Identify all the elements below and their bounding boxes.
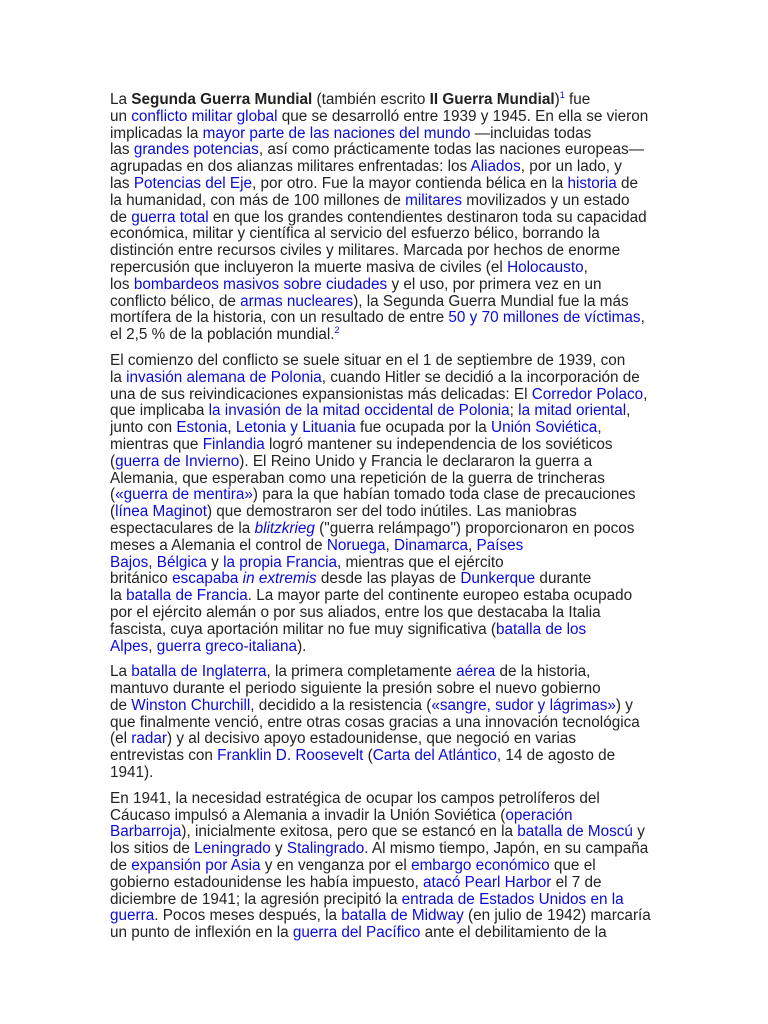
text-run: , cuando Hitler se decidió a la incorporación de xyxy=(321,368,640,386)
text-line xyxy=(110,471,630,488)
text-line xyxy=(110,385,648,404)
text-run: ( xyxy=(363,747,373,765)
text-run: , por un lado, y xyxy=(520,158,622,176)
text-line xyxy=(110,907,651,925)
text-run: ( xyxy=(110,503,116,521)
wiki-link[interactable]: Stalingrado xyxy=(286,840,365,858)
text-run: ). El Reino Unido y Francia le declararon la guerra a xyxy=(239,452,593,470)
text-run: , decidido a la resistencia ( xyxy=(250,696,432,714)
wiki-link[interactable]: Estonia xyxy=(176,419,228,437)
text-run: que el xyxy=(549,857,596,875)
text-line xyxy=(110,226,630,243)
text-run: (el xyxy=(110,730,132,748)
text-run: desde las playas de xyxy=(316,570,461,588)
text-line xyxy=(110,664,630,681)
text-line xyxy=(110,808,630,825)
text-line xyxy=(110,243,630,260)
text-run: logró mantener su independencia de los soviéticos xyxy=(264,435,613,453)
wiki-link[interactable]: Finlandia xyxy=(202,435,265,453)
text-run: . La mayor parte del continente europeo estaba ocupado xyxy=(247,587,633,605)
reference-link[interactable]: 2 xyxy=(334,325,340,336)
text-run: gobierno estadounidense les había impuesto, xyxy=(110,873,423,891)
text-run: , xyxy=(597,419,602,437)
text-run: el 2,5 % de la población mundial. xyxy=(110,326,335,344)
bold-term: Segunda Guerra Mundial xyxy=(131,91,313,108)
text-run: (en julio de 1942) marcaría xyxy=(463,907,651,925)
wiki-link[interactable]: Leningrado xyxy=(194,840,271,858)
wiki-link[interactable]: grandes potencias xyxy=(133,141,259,159)
wiki-link[interactable]: Barbarroja xyxy=(110,823,182,841)
wiki-link[interactable]: Dunkerque xyxy=(460,570,536,588)
text-run: , 14 de agosto de xyxy=(496,747,616,765)
wiki-link[interactable]: Bajos xyxy=(110,553,149,571)
text-line xyxy=(110,571,630,588)
text-line xyxy=(110,294,630,311)
wiki-link[interactable]: aérea xyxy=(456,663,496,681)
text-run: 1941). xyxy=(110,764,154,782)
text-run: durante xyxy=(535,570,592,588)
text-run: ante el debilitamiento de la xyxy=(420,924,607,942)
text-line xyxy=(110,260,630,277)
text-line xyxy=(110,731,630,748)
wiki-link[interactable]: Noruega xyxy=(326,536,386,554)
text-line xyxy=(110,437,630,454)
text-line xyxy=(110,174,639,193)
text-run: entrevistas con xyxy=(110,747,218,765)
text-run: ("guerra relámpago") proporcionaron en pocos xyxy=(314,519,635,537)
text-run: ), la Segunda Guerra Mundial fue la más xyxy=(353,292,629,310)
text-run: británico xyxy=(110,570,173,588)
text-line xyxy=(110,765,630,782)
wiki-link[interactable]: invasión alemana de Polonia xyxy=(126,368,322,386)
wiki-link[interactable]: Aliados xyxy=(470,158,521,176)
text-run: , mientras que el ejército xyxy=(337,553,504,571)
text-run: y xyxy=(270,840,287,858)
wiki-link[interactable]: radar xyxy=(131,730,167,748)
wiki-link[interactable]: militares xyxy=(405,191,463,209)
text-run: Alemania, que esperaban como una repetición de la guerra de trincheras xyxy=(110,469,605,487)
text-run: , la primera completamente xyxy=(266,663,457,681)
text-line xyxy=(110,141,645,159)
wiki-link[interactable]: embargo económico xyxy=(411,857,550,875)
text-run: mientras que xyxy=(110,435,203,453)
wiki-link[interactable]: guerra greco-italiana xyxy=(156,637,298,655)
wiki-link[interactable]: Unión Soviética xyxy=(491,419,598,437)
wiki-link[interactable]: la propia Francia xyxy=(223,553,338,571)
text-line xyxy=(110,858,630,875)
text-run: el 7 de xyxy=(551,873,602,891)
text-run: , xyxy=(385,536,395,554)
article-paragraph xyxy=(110,351,648,655)
text-run: ) para la que habían tomado toda clase de precauciones xyxy=(252,486,636,504)
text-line xyxy=(110,748,630,765)
article-paragraph xyxy=(110,90,649,344)
text-line xyxy=(110,368,640,387)
text-run: los xyxy=(110,275,134,293)
text-run: mortífera de la historia, con un resultado de entre xyxy=(110,309,449,327)
text-run: fue ocupada por la xyxy=(355,419,492,437)
wiki-link[interactable]: bombardeos masivos sobre ciudades xyxy=(133,275,388,293)
wiki-link[interactable]: Carta del Atlántico xyxy=(372,747,497,765)
wiki-link[interactable]: la mitad oriental xyxy=(518,402,627,420)
text-line xyxy=(110,681,630,698)
wiki-link[interactable]: batalla de Moscú xyxy=(517,823,633,841)
article-body xyxy=(110,90,651,951)
text-line xyxy=(110,159,630,176)
wiki-link[interactable]: guerra total xyxy=(131,208,209,226)
text-run: , xyxy=(626,402,631,420)
text-line xyxy=(110,519,635,538)
text-line xyxy=(110,353,630,370)
text-line xyxy=(110,92,630,109)
wiki-link[interactable]: la invasión de la mitad occidental de Polonia xyxy=(208,402,510,420)
wiki-link[interactable]: línea Maginot xyxy=(115,503,207,521)
wiki-link[interactable]: in extremis xyxy=(242,570,317,588)
text-line xyxy=(110,587,633,605)
wiki-link[interactable]: batalla de Midway xyxy=(341,907,464,925)
text-run: , xyxy=(643,385,648,403)
text-run: y en venganza por el xyxy=(260,857,412,875)
text-line xyxy=(110,875,630,892)
text-run: —incluidas todas xyxy=(470,124,592,142)
text-run: repercusión que incluyeron la muerte masiva de civiles (el xyxy=(110,258,508,276)
wiki-link[interactable]: escapaba xyxy=(172,570,243,588)
wiki-link[interactable]: blitzkrieg xyxy=(254,519,315,537)
text-line xyxy=(110,791,630,808)
text-line xyxy=(110,696,633,715)
text-run: y xyxy=(632,823,645,841)
text-run: , xyxy=(583,258,588,276)
wiki-link[interactable]: «sangre, sudor y lágrimas» xyxy=(431,696,616,714)
text-line xyxy=(110,403,630,420)
text-run: diciembre de 1941; la agresión precipitó la xyxy=(110,890,402,908)
text-line xyxy=(110,840,649,858)
text-run: las xyxy=(110,141,134,159)
text-run: que implicaba xyxy=(110,402,209,420)
article-paragraph xyxy=(110,789,651,942)
text-run: fue xyxy=(564,91,591,108)
text-line xyxy=(110,639,630,656)
reference-link[interactable]: 1 xyxy=(559,90,565,100)
text-run: , xyxy=(467,536,477,554)
wiki-link[interactable]: Corredor Polaco xyxy=(531,385,644,403)
text-run: mantuvo durante el periodo siguiente la presión sobre el nuevo gobierno xyxy=(110,680,601,698)
text-line xyxy=(110,622,630,639)
text-run: fascista, cuya aportación militar no fue muy significativa ( xyxy=(110,620,496,638)
wiki-link[interactable]: batalla de los xyxy=(496,620,587,638)
text-run: movilizados y un estado xyxy=(462,191,630,209)
text-run: la xyxy=(110,368,127,386)
text-run: , por otro. Fue la mayor contienda bélica en la xyxy=(252,174,568,192)
wiki-link[interactable]: Holocausto xyxy=(507,258,584,276)
text-run: , xyxy=(148,637,157,655)
text-run: la humanidad, con más de 100 millones de xyxy=(110,191,406,209)
text-line xyxy=(110,193,630,210)
wiki-link[interactable]: 50 y 70 millones de víctimas xyxy=(448,309,641,327)
text-run: . Al mismo tiempo, Japón, en su campaña xyxy=(364,840,649,858)
text-run: implicadas la xyxy=(110,124,203,142)
text-run: , xyxy=(640,309,645,327)
text-run: los sitios de xyxy=(110,840,195,858)
text-run: por el ejército alemán o por sus aliados, entre los que destacaba la Italia xyxy=(110,603,601,621)
wiki-link[interactable]: Winston Churchill xyxy=(131,696,251,714)
wiki-link[interactable]: Letonia y Lituania xyxy=(235,419,356,437)
wiki-link[interactable]: atacó Pearl Harbor xyxy=(422,873,552,891)
wiki-link[interactable]: Potencias del Eje xyxy=(133,174,253,192)
text-run: la xyxy=(110,587,127,605)
text-run: ) y xyxy=(615,696,633,714)
wiki-link[interactable]: Franklin D. Roosevelt xyxy=(217,747,364,765)
text-run: una de sus reivindicaciones expansionistas más delicadas: El xyxy=(110,385,532,403)
text-run: La xyxy=(110,663,132,681)
text-run: junto con xyxy=(110,419,177,437)
text-run: de xyxy=(110,208,132,226)
wiki-link[interactable]: conflicto militar global xyxy=(131,107,278,125)
text-line xyxy=(110,107,649,126)
text-run: , xyxy=(227,419,236,437)
text-line xyxy=(110,126,630,143)
wiki-link[interactable]: expansión por Asia xyxy=(131,857,261,875)
text-line xyxy=(110,892,630,909)
wiki-link[interactable]: Alpes xyxy=(110,637,149,655)
text-run: ( xyxy=(110,486,116,504)
wiki-link[interactable]: guerra del Pacífico xyxy=(292,924,421,942)
text-line xyxy=(110,309,645,327)
text-run: de la historia, xyxy=(495,663,591,681)
wiki-link[interactable]: batalla de Francia xyxy=(126,587,248,605)
text-run: En 1941, la necesidad estratégica de ocupar los campos petrolíferos del xyxy=(110,789,600,807)
text-run: meses a Alemania el control de xyxy=(110,536,327,554)
text-run: . Pocos meses después, la xyxy=(154,907,342,925)
text-run: de xyxy=(616,174,639,192)
text-run: distinción entre recursos civiles y militares. Marcada por hechos de enorme xyxy=(110,242,621,260)
text-run: un xyxy=(110,107,132,125)
text-line xyxy=(110,605,630,622)
wiki-link[interactable]: guerra xyxy=(110,907,155,925)
text-line xyxy=(110,538,630,555)
text-run: de xyxy=(110,696,132,714)
wiki-link[interactable]: guerra de Invierno xyxy=(115,452,240,470)
text-line xyxy=(110,925,630,942)
bold-term: II Guerra Mundial xyxy=(429,91,555,108)
text-line xyxy=(110,486,636,504)
text-run: , xyxy=(148,553,157,571)
text-run: y el uso, por primera vez en un xyxy=(387,275,602,293)
text-line xyxy=(110,555,630,572)
text-run: La xyxy=(110,91,132,108)
text-run: ) y al decisivo apoyo estadounidense, que negoció en varias xyxy=(166,730,577,748)
wiki-link[interactable]: batalla de Inglaterra xyxy=(131,663,267,681)
text-line xyxy=(110,823,645,841)
text-run: ; xyxy=(509,402,519,420)
wiki-link[interactable]: Bélgica xyxy=(156,553,207,571)
text-run: las xyxy=(110,174,134,192)
wiki-link[interactable]: historia xyxy=(567,174,617,192)
text-run: El comienzo del conflicto se suele situar en el 1 de septiembre de 1939, con xyxy=(110,351,626,369)
text-run: ) que demostraron ser del todo inútiles. Las maniobras xyxy=(206,503,577,521)
text-run: conflicto bélico, de xyxy=(110,292,241,310)
wiki-link[interactable]: Dinamarca xyxy=(394,536,468,554)
wiki-link[interactable]: mayor parte de las naciones del mundo xyxy=(202,124,471,142)
text-run: que finalmente venció, entre otras cosas gracias a una innovación tecnológica xyxy=(110,713,640,731)
wiki-link[interactable]: entrada de Estados Unidos en la xyxy=(401,890,624,908)
text-run: (también escrito xyxy=(312,91,430,108)
text-run: Cáucaso impulsó a Alemania a invadir la Unión Soviética ( xyxy=(110,806,506,824)
text-run: ) xyxy=(554,91,560,108)
text-run: ), inicialmente exitosa, pero que se estancó en la xyxy=(181,823,518,841)
text-run: económica, militar y científica al servicio del esfuerzo bélico, borrando la xyxy=(110,225,600,243)
wiki-link[interactable]: «guerra de mentira» xyxy=(115,486,253,504)
text-line xyxy=(110,504,630,521)
text-line xyxy=(110,327,630,344)
text-run: ( xyxy=(110,452,116,470)
text-line xyxy=(110,277,630,294)
wiki-link[interactable]: armas nucleares xyxy=(240,292,354,310)
text-run: y xyxy=(206,553,224,571)
text-run: que se desarrolló entre 1939 y 1945. En ella se vieron xyxy=(277,107,649,125)
text-line xyxy=(110,420,630,437)
text-run: de xyxy=(110,857,132,875)
text-run: agrupadas en dos alianzas militares enfrentadas: los xyxy=(110,158,471,176)
text-run: ). xyxy=(297,637,307,655)
text-run: en que los grandes contendientes destinaron toda su capacidad xyxy=(208,208,647,226)
text-run: espectaculares de la xyxy=(110,519,255,537)
text-line xyxy=(110,713,640,732)
text-line xyxy=(110,454,630,471)
wiki-link[interactable]: Países xyxy=(476,536,524,554)
text-run: un punto de inflexión en la xyxy=(110,924,293,942)
article-paragraph xyxy=(110,663,640,782)
wiki-link[interactable]: operación xyxy=(505,806,573,824)
text-line xyxy=(110,208,647,227)
text-run: , así como prácticamente todas las naciones europeas— xyxy=(258,141,645,159)
